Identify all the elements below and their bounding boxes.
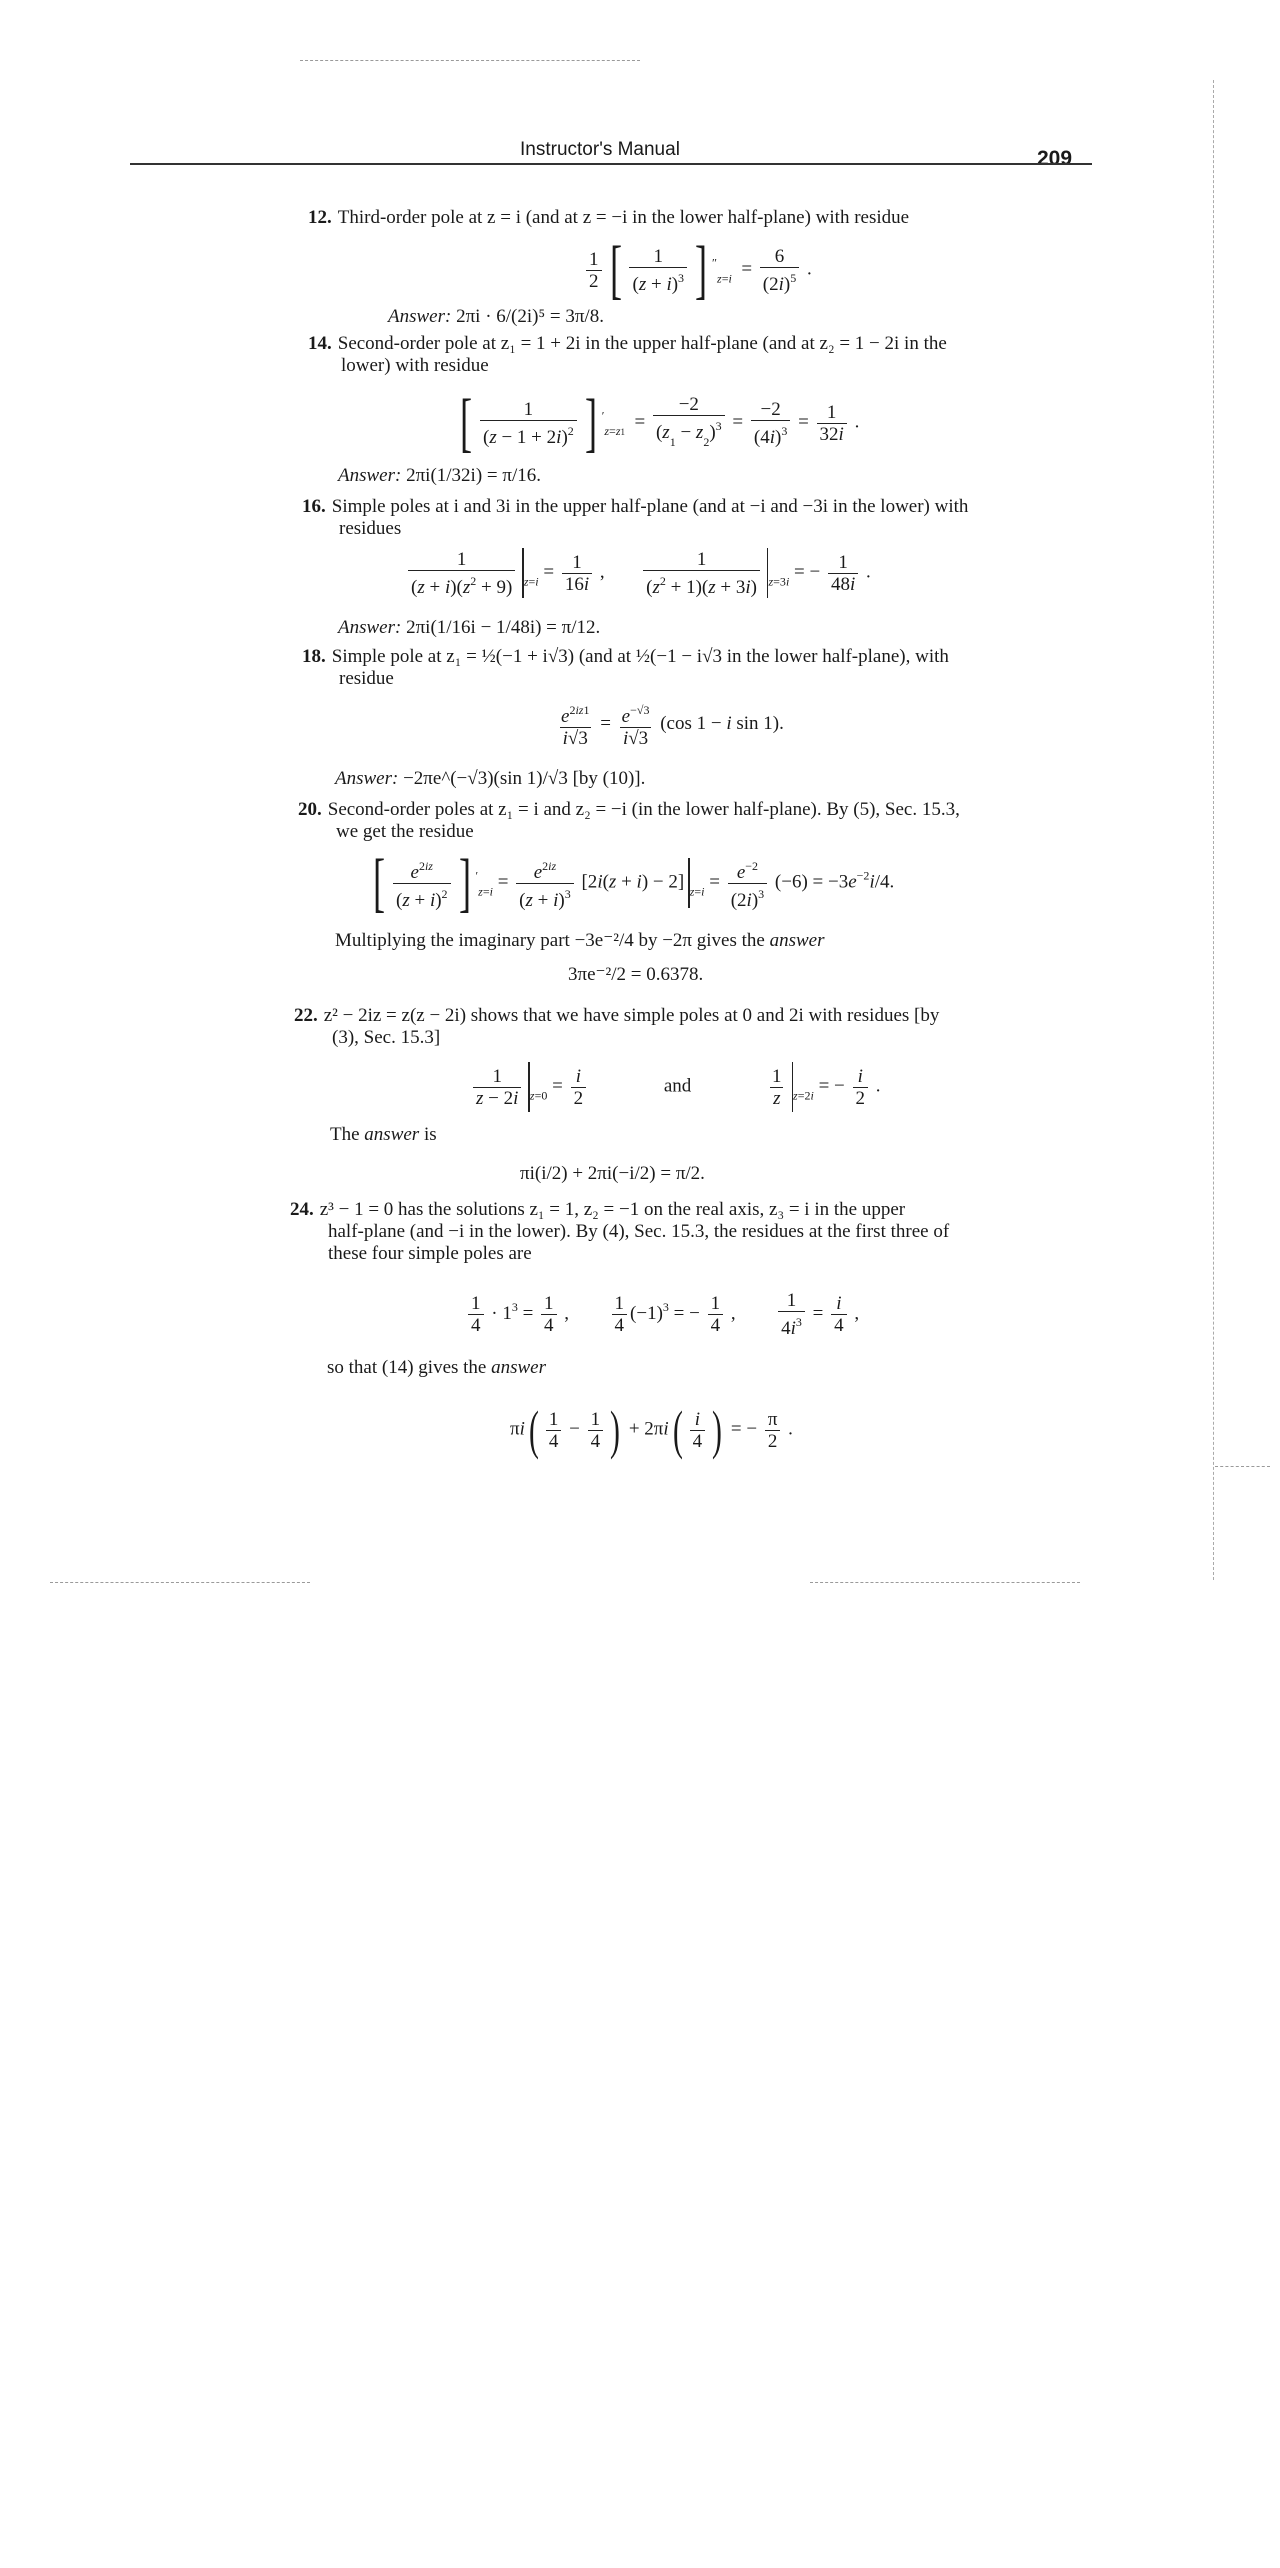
continuation-text: so that (14) gives the (327, 1357, 487, 1378)
scan-artifact-right (1215, 1466, 1270, 1467)
item-number: 14. (308, 333, 332, 354)
and-word: and (663, 1075, 692, 1097)
answer-label: Answer: (335, 768, 399, 789)
scan-artifact-bottom-left (50, 1582, 310, 1583)
answer-label: Answer: (338, 465, 402, 486)
answer-value: 2πi(1/16i − 1/48i) = π/12. (406, 617, 601, 638)
answer-18 (335, 768, 645, 790)
item-text: Third-order pole at z = i (and at z = −i in the lower half-plane) with residue (337, 207, 910, 228)
result-22 (520, 1163, 705, 1185)
item-number: 12. (308, 207, 332, 228)
continuation-text: The (330, 1124, 360, 1145)
equation-18: $\frac{e^{2iz1}}{i√3}$ = $\frac{e^{-√3}}{i√3}$ (cos 1 − i sin 1). (561, 703, 784, 749)
continuation-tail: is (423, 1124, 437, 1145)
item-18 (302, 646, 949, 690)
item-number: 18. (302, 646, 326, 667)
equation-22: $\frac{1}{z - 2i}$ $_{z=0}$ = $\frac{i}{2}$ and $\frac{1}{z}$ $_{z=2i}$ = − $\frac{i}{2}$ . (470, 1062, 881, 1112)
item-22-continuation (330, 1124, 437, 1146)
continuation-italic: answer (491, 1357, 547, 1378)
item-22 (294, 1005, 939, 1049)
item-text-line1: Simple pole at z₁ = ½(−1 + i√3) (and at ½(−1 − i√3 in the lower half-plane), with (331, 646, 949, 667)
item-24-continuation (327, 1357, 546, 1379)
equation-20: [ $\frac{e^{2iz}}{(z + i)^2}$ ] ′$_{z=i}$ = $\frac{e^{2iz}}{(z + i)^3}$ [2i(z + i) − 2] $_{z=i}$ = $\frac{e^{-2}}{(2i)^3}$ $(-6) = -3e^{-2}i/4$. (372, 846, 895, 919)
running-head: Instructor's Manual (520, 139, 680, 160)
continuation-italic: answer (364, 1124, 420, 1145)
item-16 (302, 496, 968, 540)
item-number: 16. (302, 496, 326, 517)
answer-12 (388, 306, 604, 328)
continuation-italic: answer (769, 930, 825, 951)
equation-24-answer: πi( $\frac{1}{4}$ − $\frac{1}{4}$ ) + 2πi( $\frac{i}{4}$ ) = − $\frac{\pi}{2}$ . (510, 1400, 793, 1460)
continuation-text: Multiplying the imaginary part −3e⁻²/4 by −2π gives the (335, 930, 765, 951)
item-text-line1: Simple poles at i and 3i in the upper half-plane (and at −i and −3i in the lower) with (331, 496, 969, 517)
item-text-line1: z³ − 1 = 0 has the solutions z₁ = 1, z₂ = −1 on the real axis, z₃ = i in the upper (319, 1199, 906, 1220)
item-24 (290, 1199, 949, 1265)
answer-label: Answer: (338, 617, 402, 638)
item-text-line2: lower) with residue (341, 355, 489, 376)
page-number: 209 (1037, 147, 1073, 170)
answer-value: 2πi(1/32i) = π/16. (406, 465, 541, 486)
scan-artifact-bottom-right (810, 1582, 1080, 1583)
item-text-line2: we get the residue (336, 821, 474, 842)
equation-12: $\frac{1}{2}$ [ $\frac{1}{(z + i)^3}$ ] ″$_{z=i}$ = $\frac{6}{(2i)^5}$ . (583, 240, 812, 300)
equation-14: [ $\frac{1}{(z - 1 + 2i)^2}$ ] ′$_{z=z1}$ = $\frac{-2}{(z_1 - z_2)^3}$ = $\frac{-2}{(4i)^3}$ = $\frac{1}{32i}$ . (459, 386, 860, 459)
scan-artifact-right-margin (1213, 80, 1214, 1580)
header-rule (130, 163, 1092, 165)
equation-16: $\frac{1}{(z + i)(z^2 + 9)}$ $_{z=i}$ = $\frac{1}{16i}$ , $\frac{1}{(z^2 + 1)(z + 3i)}$ $_{z=3i}$ = − $\frac{1}{48i}$ . (405, 548, 871, 598)
scan-artifact-top (300, 60, 640, 61)
result-value: 3πe⁻²/2 = 0.6378. (568, 964, 704, 985)
item-20-continuation (335, 930, 825, 952)
item-20 (298, 799, 960, 843)
item-number: 24. (290, 1199, 314, 1220)
item-text-line2: (3), Sec. 15.3] (332, 1027, 441, 1048)
item-text-line1: Second-order pole at z₁ = 1 + 2i in the upper half-plane (and at z₂ = 1 − 2i in the (337, 333, 947, 354)
answer-value: −2πe^(−√3)(sin 1)/√3 [by (10)]. (403, 768, 646, 789)
item-number: 22. (294, 1005, 318, 1026)
answer-16 (338, 617, 600, 639)
item-text-line1: z² − 2iz = z(z − 2i) shows that we have simple poles at 0 and 2i with residues [by (323, 1005, 940, 1026)
answer-value: 2πi · 6/(2i)⁵ = 3π/8. (456, 306, 604, 327)
result-value: πi(i/2) + 2πi(−i/2) = π/2. (520, 1163, 705, 1184)
item-14 (308, 333, 947, 377)
result-20 (568, 964, 703, 986)
item-text-line2: half-plane (and −i in the lower). By (4), Sec. 15.3, the residues at the first three of (328, 1221, 950, 1242)
item-text-line1: Second-order poles at z₁ = i and z₂ = −i (in the lower half-plane). By (5), Sec. 15.3, (327, 799, 960, 820)
item-text-line2: residues (339, 518, 402, 539)
equation-24: $\frac{1}{4}$ · $1^3$ = $\frac{1}{4}$ , $\frac{1}{4}$ $(-1)^3$ = − $\frac{1}{4}$ , $\frac{1}{4i^3}$ = $\frac{i}{4}$ , (465, 1290, 859, 1339)
answer-14 (338, 465, 541, 487)
item-text-line3: these four simple poles are (328, 1243, 532, 1264)
item-number: 20. (298, 799, 322, 820)
item-12 (308, 207, 909, 229)
item-text-line2: residue (339, 668, 394, 689)
answer-label: Answer: (388, 306, 452, 327)
